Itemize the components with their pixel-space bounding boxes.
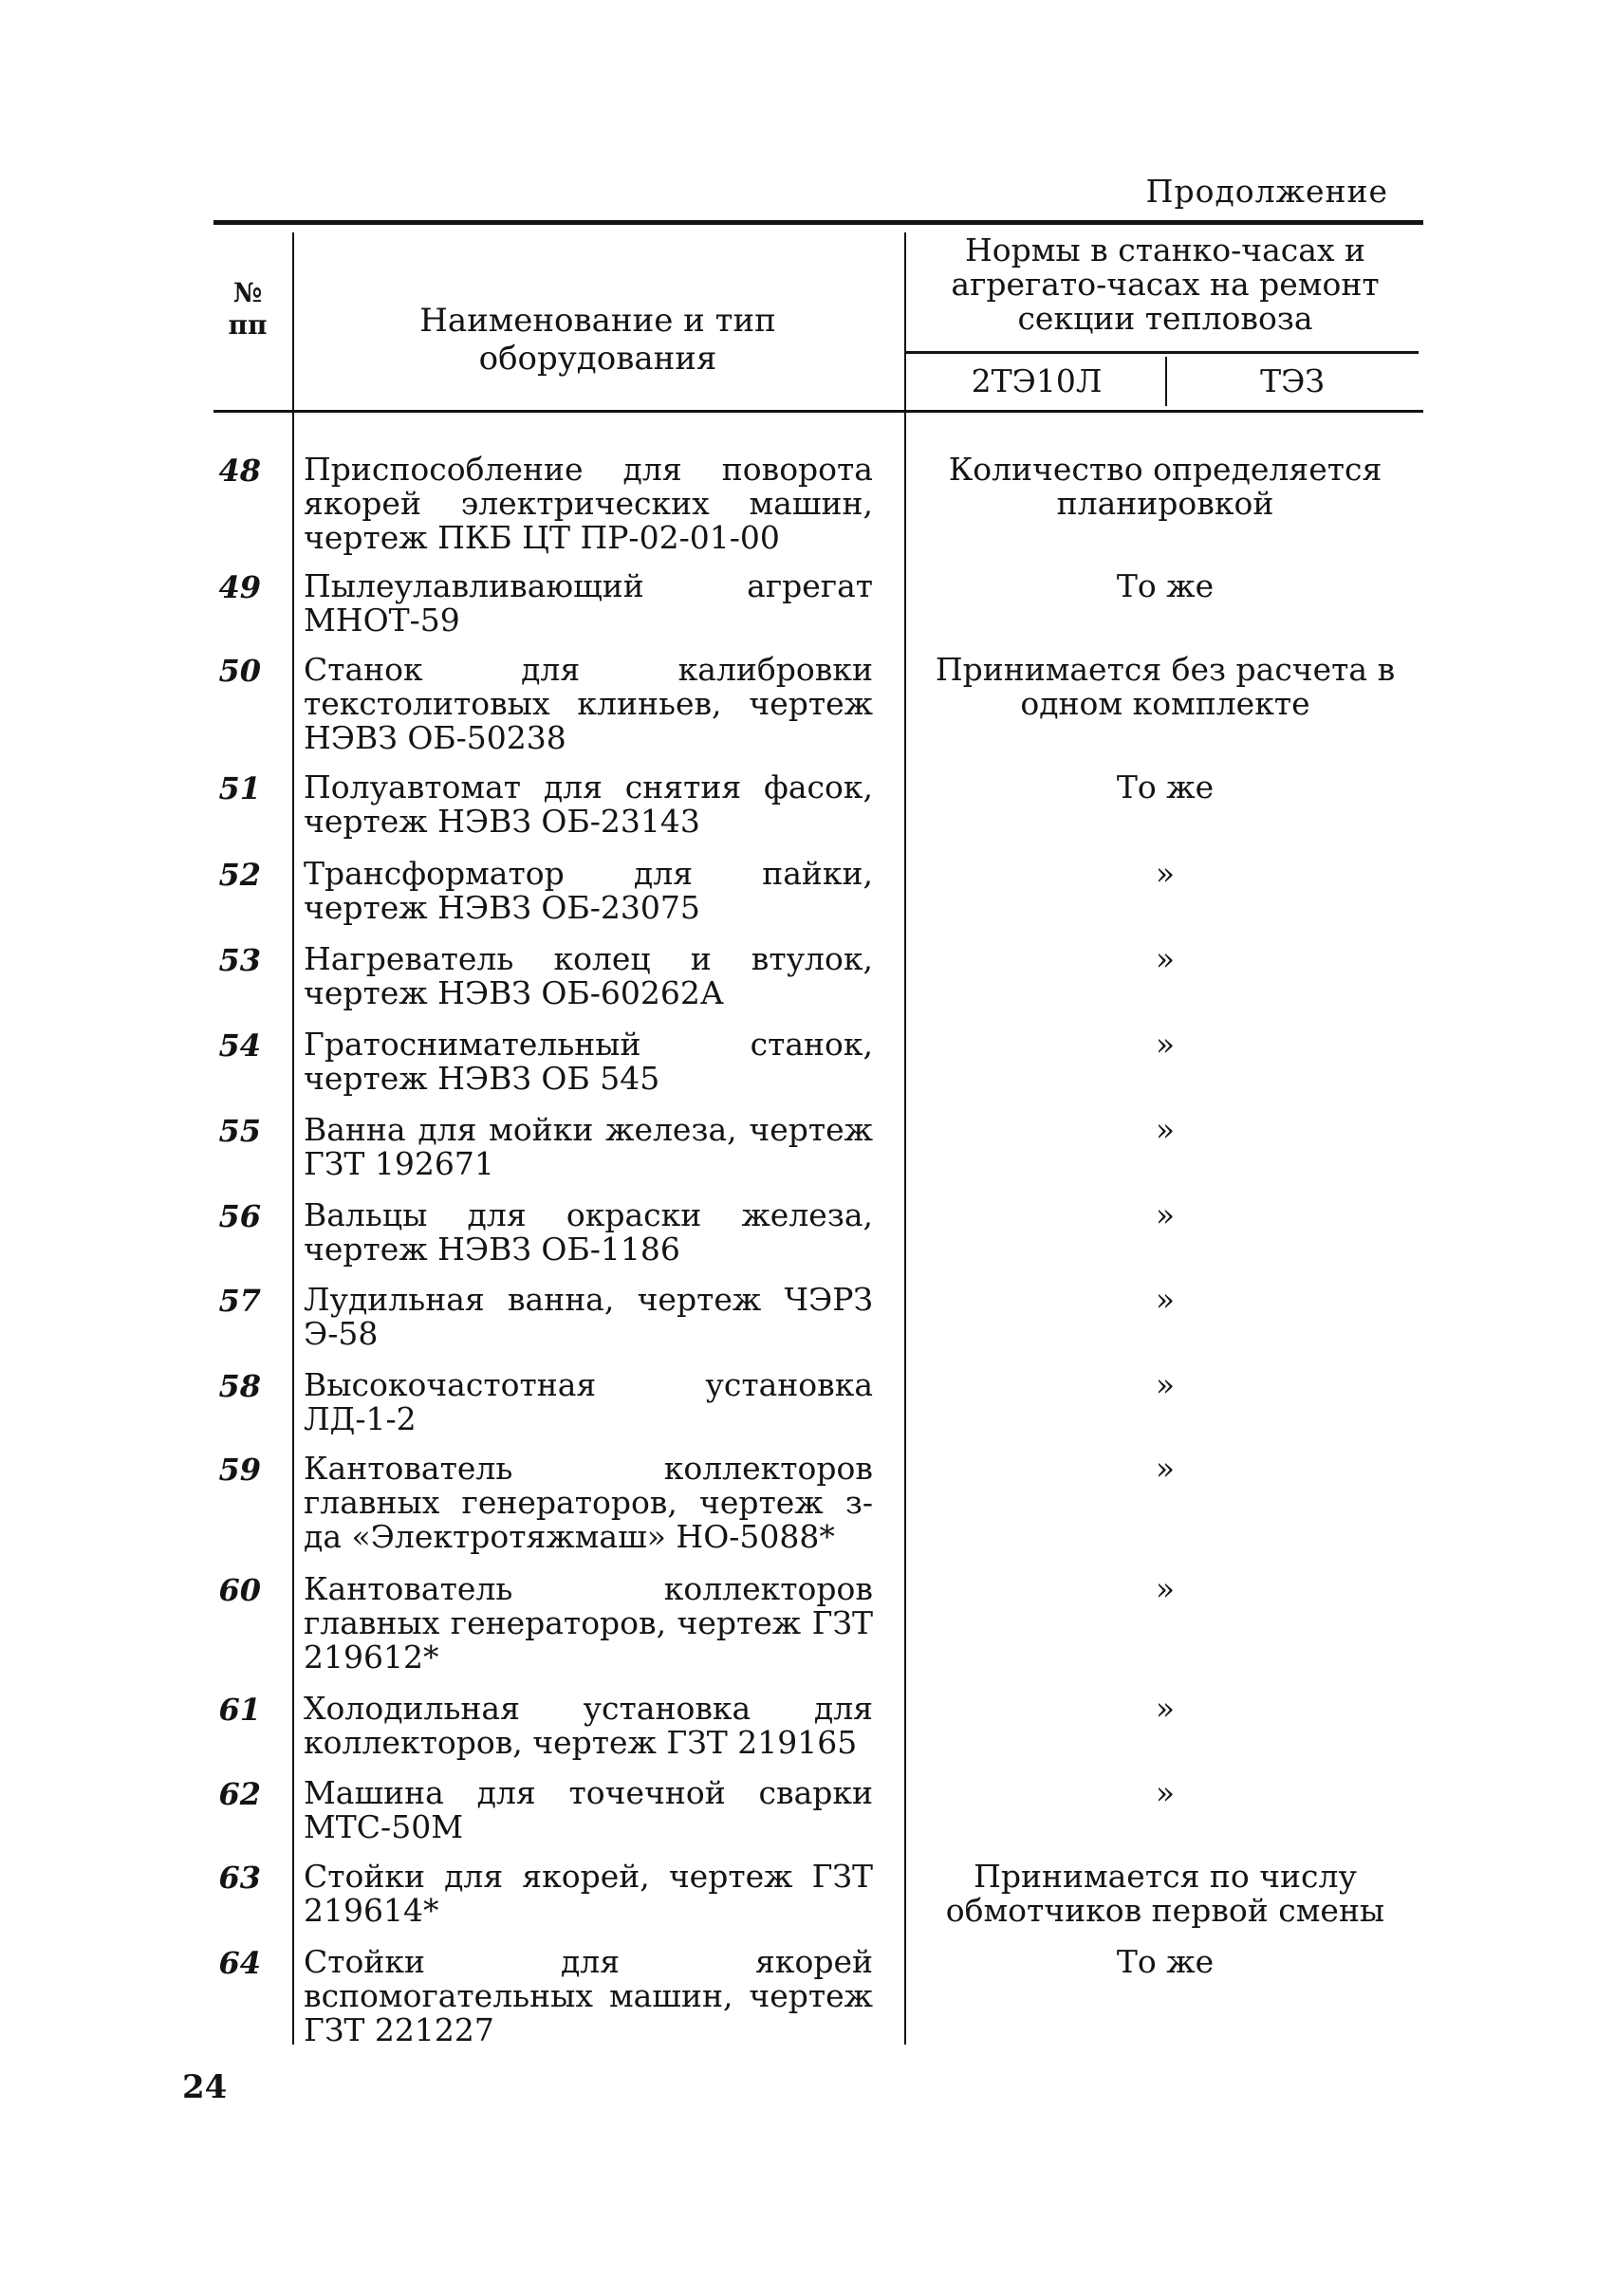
column-header-2te10l: 2ТЭ10Л	[971, 362, 1103, 399]
norm-value: »	[1155, 1690, 1176, 1727]
norm-value: То же	[1116, 1943, 1215, 1980]
col-divider-subcols	[1165, 357, 1167, 406]
row-number: 54	[218, 1028, 261, 1064]
row-number: 60	[218, 1572, 261, 1608]
row-number: 64	[218, 1945, 261, 1981]
page-number: 24	[182, 2068, 228, 2106]
norm-value: »	[1155, 1026, 1176, 1063]
equipment-name: Приспособление для поворота якорей электрических машин, чертеж ПКБ ЦТ ПР-02-01-00	[304, 451, 873, 556]
equipment-name: Пылеулавливающий агрегат МНОТ-59	[304, 567, 873, 639]
norm-value: »	[1155, 1281, 1176, 1318]
equipment-name: Нагреватель колец и втулок, чертеж НЭВЗ ОБ-60262А	[304, 940, 873, 1011]
norm-value: »	[1155, 855, 1176, 892]
row-number: 56	[218, 1198, 261, 1234]
row-number: 52	[218, 857, 261, 893]
norm-value: »	[1155, 1450, 1176, 1487]
norms-sub-rule	[906, 351, 1419, 354]
row-number: 58	[218, 1368, 261, 1404]
col-divider-num	[292, 232, 294, 2045]
norm-value: »	[1155, 1196, 1176, 1233]
norm-value: »	[1155, 1111, 1176, 1148]
norm-value: Принимается без расчета в одном комплекте	[935, 651, 1396, 722]
equipment-name: Кантователь коллекторов главных генераторов, чертеж з-да «Электротяжмаш» НО-5088*	[304, 1450, 873, 1555]
equipment-name: Гратоснимательный станок, чертеж НЭВЗ ОБ 545	[304, 1026, 873, 1097]
row-number: 55	[218, 1113, 261, 1149]
row-number: 48	[218, 453, 261, 489]
row-number: 50	[218, 653, 261, 689]
continuation-label: Продолжение	[1145, 173, 1388, 210]
equipment-name: Трансформатор для пайки, чертеж НЭВЗ ОБ-23075	[304, 855, 873, 926]
norm-value: То же	[1116, 567, 1215, 604]
norm-value: Принимается по числу обмотчиков первой смены	[945, 1858, 1385, 1929]
norm-value: »	[1155, 940, 1176, 977]
row-number: 62	[218, 1776, 261, 1812]
equipment-name: Полуавтомат для снятия фасок, чертеж НЭВЗ ОБ-23143	[304, 768, 873, 840]
row-number: 57	[218, 1283, 261, 1319]
equipment-name: Высокочастотная установка ЛД-1-2	[304, 1366, 873, 1437]
equipment-name: Стойки для якорей вспомогательных машин, чертеж ГЗТ 221227	[304, 1943, 873, 2048]
table-header-bottom-rule	[213, 410, 1423, 413]
equipment-name: Станок для калибровки текстолитовых клиньев, чертеж НЭВЗ ОБ-50238	[304, 651, 873, 756]
equipment-name: Ванна для мойки железа, чертеж ГЗТ 192671	[304, 1111, 873, 1182]
equipment-name: Вальцы для окраски железа, чертеж НЭВЗ ОБ-1186	[304, 1196, 873, 1268]
row-number: 59	[218, 1452, 261, 1488]
equipment-name: Холодильная установка для коллекторов, чертеж ГЗТ 219165	[304, 1690, 873, 1761]
col-divider-name	[904, 232, 906, 2045]
row-number: 63	[218, 1860, 261, 1896]
row-number: 53	[218, 942, 261, 978]
equipment-name: Стойки для якорей, чертеж ГЗТ 219614*	[304, 1858, 873, 1929]
norm-value: То же	[1116, 768, 1215, 805]
column-header-tez: ТЭЗ	[1260, 362, 1325, 399]
equipment-name: Кантователь коллекторов главных генераторов, чертеж ГЗТ 219612*	[304, 1570, 873, 1676]
row-number: 61	[218, 1692, 261, 1728]
table-top-rule	[213, 220, 1423, 225]
norm-value: »	[1155, 1366, 1176, 1403]
column-header-number: № пп	[228, 277, 268, 341]
row-number: 51	[218, 770, 261, 806]
equipment-name: Машина для точечной сварки МТС-50М	[304, 1774, 873, 1845]
column-header-name: Наименование и тип оборудования	[419, 302, 776, 378]
equipment-name: Лудильная ванна, чертеж ЧЭРЗ Э-58	[304, 1281, 873, 1352]
norm-value: Количество определяется планировкой	[948, 451, 1382, 522]
column-header-norms: Нормы в станко-часах и агрегато-часах на ремонт секции тепловоза	[951, 231, 1380, 337]
norm-value: »	[1155, 1570, 1176, 1607]
row-number: 49	[218, 569, 261, 605]
norm-value: »	[1155, 1774, 1176, 1811]
